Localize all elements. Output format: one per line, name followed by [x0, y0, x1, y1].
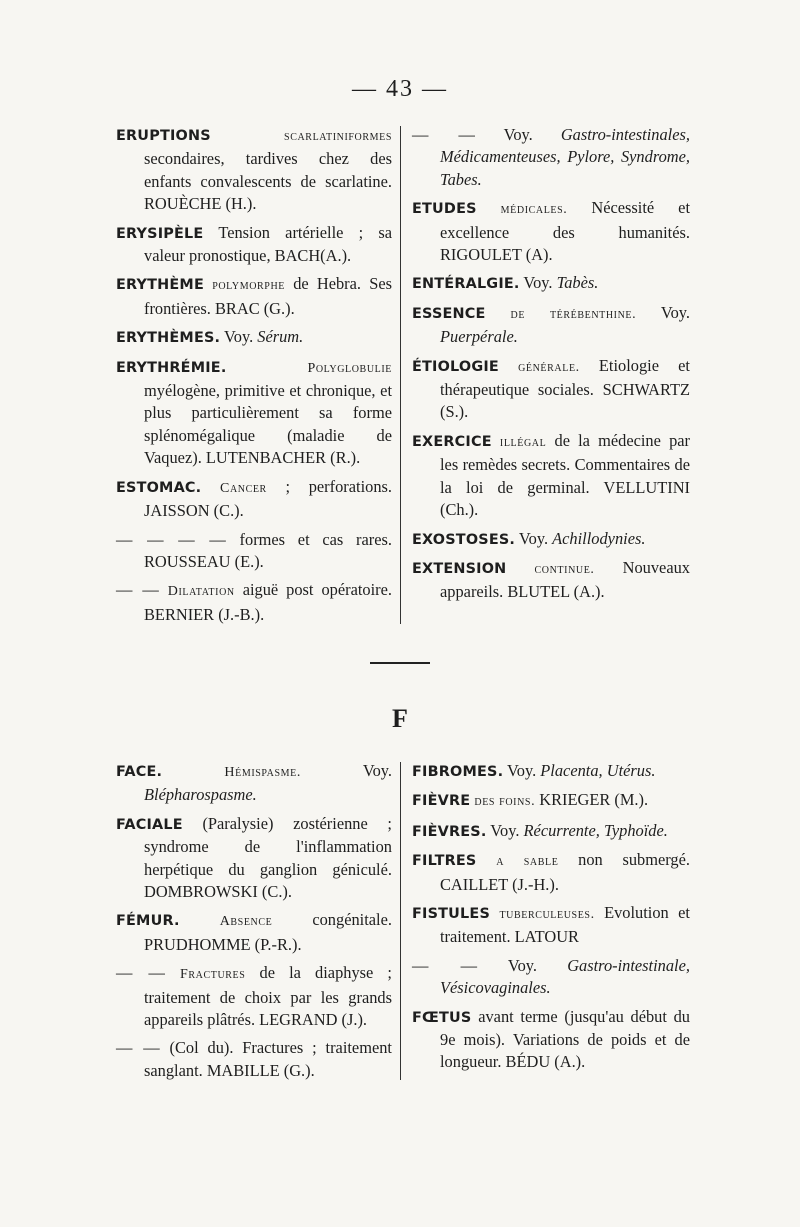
- entry-qualifier: tuberculeuses.: [499, 907, 595, 923]
- index-entry: [116, 529, 392, 574]
- entry-text: Nécessité et excellence des humanités. RIGOULET (A).: [440, 198, 690, 265]
- index-entry: [116, 326, 392, 349]
- index-entry: [412, 430, 690, 522]
- entry-italic: Achillodynies.: [552, 528, 646, 548]
- index-entry: [116, 909, 392, 956]
- entry-qualifier: a sable: [496, 854, 559, 870]
- entry-qualifier: Dilatation: [167, 584, 235, 600]
- entry-qualifier: de térébenthine.: [510, 306, 637, 322]
- entry-headword: ERYTHRÉMIE.: [116, 359, 227, 376]
- entry-text: ; perforations. JAISSON (C.).: [144, 476, 392, 521]
- entry-dash: — —: [412, 125, 476, 144]
- entry-text: aiguë post opératoire. BERNIER (J.-B.).: [144, 580, 392, 624]
- entry-headword: FILTRES: [412, 853, 477, 870]
- entry-headword: ERYTHÈMES.: [116, 330, 221, 347]
- entry-headword: ENTÉRALGIE.: [412, 276, 520, 293]
- index-entry: [412, 528, 690, 551]
- index-entry: [412, 557, 690, 604]
- entry-text: (Col du). Fractures ; traitement sanglant. MABILLE (G.).: [144, 1038, 392, 1080]
- index-entry: [116, 1037, 392, 1082]
- index-entry: [412, 789, 690, 813]
- index-entry: [116, 760, 392, 807]
- entry-text: formes et cas rares. ROUSSEAU (E.).: [144, 529, 392, 571]
- index-entry: [412, 902, 690, 949]
- entry-italic: Blépharospasme.: [144, 785, 257, 805]
- entry-text: (Paralysie) zostérienne ; syndrome de l'inflammation herpétique du ganglion géniculé. DOMBROWSKI (C.).: [144, 813, 392, 902]
- entry-text: Voy.: [220, 327, 258, 347]
- entry-dash: — — — —: [116, 529, 227, 549]
- entry-headword: ESSENCE: [412, 305, 486, 322]
- entry-qualifier: scarlatiniformes: [284, 129, 392, 144]
- entry-headword: FACE.: [116, 764, 163, 780]
- entry-dash: — —: [116, 963, 166, 983]
- entry-text: Voy.: [507, 955, 568, 975]
- entry-headword: FIÈVRE: [412, 793, 471, 810]
- entry-text: de la médecine par les remèdes secrets. Commentaires de la loi de germinal. VELLUTINI (Ch.).: [440, 430, 690, 520]
- entry-dash: — —: [412, 955, 478, 975]
- index-entry: [412, 124, 690, 191]
- entry-text: Voy.: [486, 820, 524, 840]
- entry-qualifier: illégal: [499, 434, 547, 450]
- entry-qualifier: Hémispasme.: [224, 765, 301, 780]
- entry-text: Nouveaux appareils. BLUTEL (A.).: [440, 557, 690, 602]
- index-entry: [412, 355, 690, 424]
- index-entry: [116, 124, 392, 216]
- index-entry: [412, 820, 690, 843]
- entry-text: de Hebra. Ses frontières. BRAC (G.).: [144, 274, 392, 318]
- column-divider-bottom: [400, 762, 401, 1080]
- index-entry: [116, 579, 392, 626]
- entry-headword: FŒTUS: [412, 1009, 472, 1026]
- entry-text: avant terme (jusqu'au début du 9e mois). Variations de poids et de longueur. BÉDU (A.).: [440, 1006, 690, 1072]
- entry-headword: ÉTIOLOGIE: [412, 358, 499, 375]
- entry-text: Voy.: [636, 302, 690, 322]
- entry-text: secondaires, tardives chez des enfants convalescents de scarlatine. ROUÈCHE (H.).: [144, 149, 392, 214]
- entry-italic: Tabès.: [556, 273, 599, 293]
- section-rule: [370, 662, 430, 664]
- entry-text: Evolution et traitement. LATOUR: [440, 903, 690, 947]
- entry-qualifier: Absence: [219, 914, 273, 930]
- entry-text: de la diaphyse ; traitement de choix par les grands appareils plâtrés. LEGRAND (J.).: [144, 963, 392, 1030]
- entry-headword: ERYSIPÈLE: [116, 225, 204, 242]
- entry-text: myélogène, primitive et chronique, et plus particulièrement sa forme splénomégalique (maladie de Vaquez). LUTENBACHER (R.).: [144, 381, 392, 468]
- entry-qualifier: des foins.: [474, 794, 536, 810]
- index-entry: [412, 272, 690, 295]
- entry-text: Voy.: [515, 528, 553, 548]
- entry-italic: Sérum.: [257, 327, 304, 347]
- entry-dash: — —: [116, 1038, 161, 1058]
- index-entry: [412, 760, 690, 783]
- index-column-top-right: [412, 124, 690, 610]
- entry-headword: ETUDES: [412, 201, 477, 218]
- entry-italic: Récurrente, Typhoïde.: [523, 820, 668, 840]
- entry-headword: FÉMUR.: [116, 913, 180, 930]
- index-entry: [116, 222, 392, 268]
- index-entry: [116, 476, 392, 523]
- index-entry: [116, 962, 392, 1031]
- entry-headword: FIÈVRES.: [412, 823, 487, 840]
- index-entry: [412, 197, 690, 266]
- entry-qualifier: générale.: [518, 359, 580, 375]
- entry-headword: ERUPTIONS: [116, 128, 211, 144]
- entry-text: Voy.: [503, 125, 561, 144]
- index-entry: [412, 302, 690, 349]
- entry-italic: Placenta, Utérus.: [540, 761, 656, 780]
- entry-headword: FACIALE: [116, 816, 183, 833]
- index-entry: [116, 273, 392, 320]
- entry-qualifier: Fractures: [180, 967, 246, 983]
- page-number: — 43 —: [352, 76, 448, 102]
- entry-qualifier: polymorphe: [212, 278, 285, 294]
- entry-qualifier: continue.: [534, 561, 595, 577]
- entry-text: Voy.: [519, 273, 557, 293]
- index-entry: [116, 813, 392, 904]
- entry-qualifier: Polyglobulie: [307, 360, 392, 376]
- entry-text: congénitale. PRUDHOMME (P.-R.).: [144, 910, 392, 954]
- entry-dash: — —: [116, 580, 160, 600]
- entry-headword: EXTENSION: [412, 560, 507, 577]
- column-divider-top: [400, 126, 401, 624]
- entry-italic: Gastro-intestinale, Vésicovaginales.: [440, 955, 690, 998]
- index-entry: [412, 955, 690, 1000]
- index-column-bottom-right: [412, 760, 690, 1080]
- entry-text: Voy.: [300, 761, 392, 780]
- entry-headword: FIBROMES.: [412, 764, 504, 780]
- index-column-top-left: [116, 124, 392, 632]
- section-letter: F: [392, 704, 408, 733]
- entry-headword: EXERCICE: [412, 433, 492, 450]
- entry-headword: FISTULES: [412, 906, 491, 923]
- entry-qualifier: médicales.: [500, 202, 568, 218]
- entry-headword: ESTOMAC.: [116, 479, 202, 496]
- entry-text: KRIEGER (M.).: [535, 790, 649, 810]
- index-entry: [412, 1006, 690, 1074]
- entry-italic: Gastro-intestinales, Médicamenteuses, Pylore, Syndrome, Tabes.: [440, 125, 690, 189]
- index-entry: [412, 849, 690, 896]
- entry-headword: EXOSTOSES.: [412, 531, 516, 548]
- index-column-bottom-left: [116, 760, 392, 1088]
- entry-text: non submergé. CAILLET (J.-H.).: [440, 850, 690, 894]
- index-entry: [116, 356, 392, 470]
- entry-text: Etiologie et thérapeutique sociales. SCHWARTZ (S.).: [440, 355, 690, 422]
- entry-text: Voy.: [503, 761, 541, 780]
- entry-text: Tension artérielle ; sa valeur pronostique, BACH(A.).: [144, 222, 392, 266]
- entry-italic: Puerpérale.: [440, 327, 518, 347]
- entry-headword: ERYTHÈME: [116, 277, 204, 294]
- entry-qualifier: Cancer: [220, 480, 267, 496]
